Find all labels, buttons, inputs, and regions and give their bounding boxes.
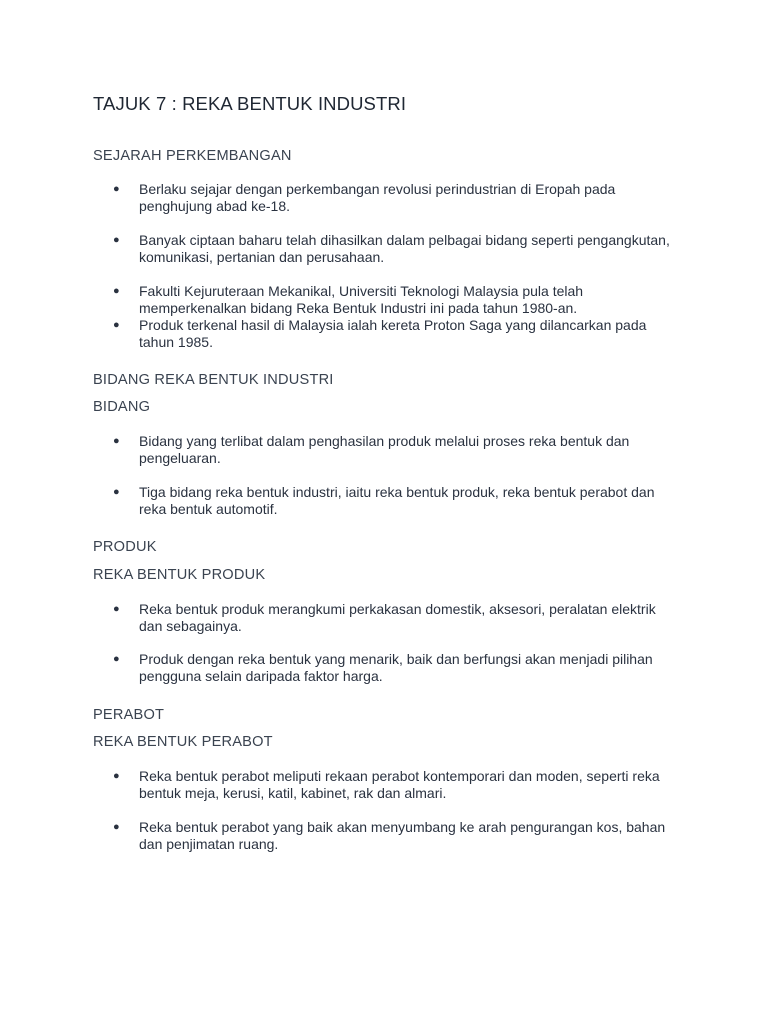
bullet-icon: ● [113,603,120,615]
list-item [113,232,679,266]
section-subheading-bidang: BIDANG [93,399,151,415]
list-item [113,601,679,635]
list-item-text: Reka bentuk perabot yang baik akan menyumbang ke arah pengurangan kos, bahan dan penjimatan ruang. [139,819,666,852]
bullet-icon: ● [113,183,120,195]
list-item-text: Banyak ciptaan baharu telah dihasilkan dalam pelbagai bidang seperti pengangkutan, komunikasi, pertanian dan perusahaan. [139,232,670,265]
list-item [113,768,679,802]
bullet-icon: ● [113,319,120,331]
section-heading-produk: PRODUK [93,539,157,555]
page-title: TAJUK 7 : REKA BENTUK INDUSTRI [93,93,407,114]
section-heading-bidang-reka-bentuk: BIDANG REKA BENTUK INDUSTRI [93,372,334,388]
list-item-text: Reka bentuk perabot meliputi rekaan perabot kontemporari dan moden, seperti reka bentuk meja, kerusi, katil, kabinet, rak dan almari. [139,768,660,801]
bullet-icon: ● [113,285,120,297]
list-item [113,181,679,215]
section-subheading-reka-bentuk-perabot: REKA BENTUK PERABOT [93,734,273,750]
bullet-icon: ● [113,486,120,498]
list-item-text: Reka bentuk produk merangkumi perkakasan domestik, aksesori, peralatan elektrik dan sebagainya. [139,601,656,634]
list-item [113,819,679,853]
bullet-icon: ● [113,653,120,665]
list-item-text: Berlaku sejajar dengan perkembangan revolusi perindustrian di Eropah pada penghujung abad ke-18. [139,181,616,214]
section-subheading-reka-bentuk-produk: REKA BENTUK PRODUK [93,567,266,583]
bullet-icon: ● [113,821,120,833]
list-item-text: Tiga bidang reka bentuk industri, iaitu reka bentuk produk, reka bentuk perabot dan reka bentuk automotif. [139,484,655,517]
list-item-text: Produk dengan reka bentuk yang menarik, baik dan berfungsi akan menjadi pilihan pengguna selain daripada faktor harga. [139,651,653,684]
bullet-icon: ● [113,435,120,447]
section-heading-perabot: PERABOT [93,707,165,723]
list-item [113,283,679,317]
bullet-icon: ● [113,234,120,246]
list-item-text: Fakulti Kejuruteraan Mekanikal, Universiti Teknologi Malaysia pula telah memperkenalkan bidang Reka Bentuk Industri ini pada tahun 1980-an. [139,283,584,316]
list-item [113,317,679,351]
list-item [113,651,679,685]
list-item-text: Bidang yang terlibat dalam penghasilan produk melalui proses reka bentuk dan pengeluaran. [139,433,630,466]
list-item [113,433,679,467]
section-heading-sejarah: SEJARAH PERKEMBANGAN [93,148,292,164]
list-item [113,484,679,518]
bullet-icon: ● [113,770,120,782]
list-item-text: Produk terkenal hasil di Malaysia ialah kereta Proton Saga yang dilancarkan pada tahun 1985. [139,317,647,350]
